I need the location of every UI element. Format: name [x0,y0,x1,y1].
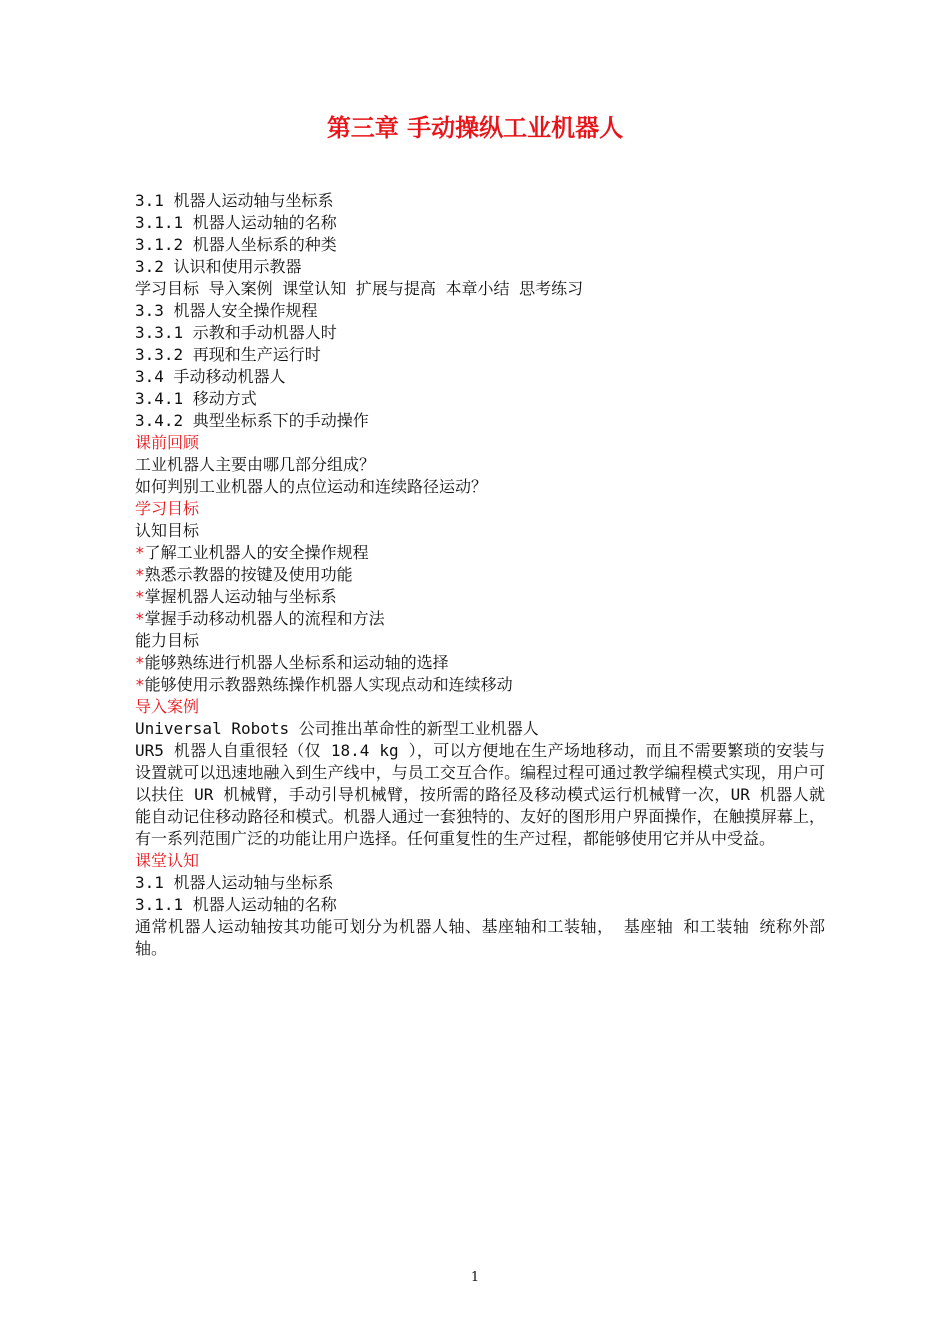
class-heading: 课堂认知 [135,851,200,870]
toc-line: 3.1.1 机器人运动轴的名称 [135,213,337,232]
goals-heading: 学习目标 [135,499,200,518]
bullet-star: * [135,565,145,584]
goal-text: 掌握手动移动机器人的流程和方法 [144,609,385,628]
toc-line: 3.4 手动移动机器人 [135,367,286,386]
case-intro: Universal Robots 公司推出革命性的新型工业机器人 [135,719,539,738]
toc-line: 3.4.1 移动方式 [135,389,257,408]
goal-text: 能够熟练进行机器人坐标系和运动轴的选择 [144,653,449,672]
document-body [135,190,825,960]
goal-item [135,542,825,564]
goal-text: 熟悉示教器的按键及使用功能 [144,565,353,584]
chapter-title: 第三章 手动操纵工业机器人 [326,113,624,142]
bullet-star: * [135,543,145,562]
review-question: 工业机器人主要由哪几部分组成？ [135,455,376,474]
goal-item [135,608,825,630]
ability-goals-label: 能力目标 [135,631,200,650]
toc-line: 3.3 机器人安全操作规程 [135,301,318,320]
case-heading: 导入案例 [135,697,200,716]
page-number: 1 [470,1270,480,1285]
toc-line: 学习目标 导入案例 课堂认知 扩展与提高 本章小结 思考练习 [135,279,584,298]
bullet-star: * [135,609,145,628]
review-question: 如何判别工业机器人的点位运动和连续路径运动？ [135,477,488,496]
goal-text: 掌握机器人运动轴与坐标系 [144,587,337,606]
bullet-star: * [135,587,145,606]
goal-item [135,586,825,608]
class-paragraph: 通常机器人运动轴按其功能可划分为机器人轴、基座轴和工装轴， 基座轴 和工装轴 统称外部轴。 [135,917,825,958]
review-heading: 课前回顾 [135,433,200,452]
toc-line: 3.4.2 典型坐标系下的手动操作 [135,411,369,430]
cognitive-goals-label: 认知目标 [135,521,200,540]
goal-item [135,652,825,674]
goal-item [135,674,825,696]
toc-line: 3.3.1 示教和手动机器人时 [135,323,337,342]
class-subsection: 3.1.1 机器人运动轴的名称 [135,895,337,914]
case-paragraph: UR5 机器人自重很轻（仅 18.4 kg ），可以方便地在生产场地移动，而且不需要繁琐的安装与设置就可以迅速地融入到生产线中，与员工交互合作。编程过程可通过教学编程模式实现，用户可以扶住 UR 机械臂，手动引导机械臂，按所需的路径及移动模式运行机械臂一次，UR 机器人就能自动记住移动路径和模式。机器人通过一套独特的、友好的图形用户界面操作，在触摸屏幕上，有一系列范围广泛的功能让用户选择。任何重复性的生产过程，都能够使用它并从中受益。 [135,741,825,848]
toc-line: 3.1.2 机器人坐标系的种类 [135,235,337,254]
toc-line: 3.3.2 再现和生产运行时 [135,345,321,364]
goal-text: 了解工业机器人的安全操作规程 [144,543,369,562]
goal-item [135,564,825,586]
goal-text: 能够使用示教器熟练操作机器人实现点动和连续移动 [144,675,513,694]
class-section: 3.1 机器人运动轴与坐标系 [135,873,334,892]
bullet-star: * [135,675,145,694]
toc-line: 3.2 认识和使用示教器 [135,257,302,276]
bullet-star: * [135,653,145,672]
toc-line: 3.1 机器人运动轴与坐标系 [135,191,334,210]
